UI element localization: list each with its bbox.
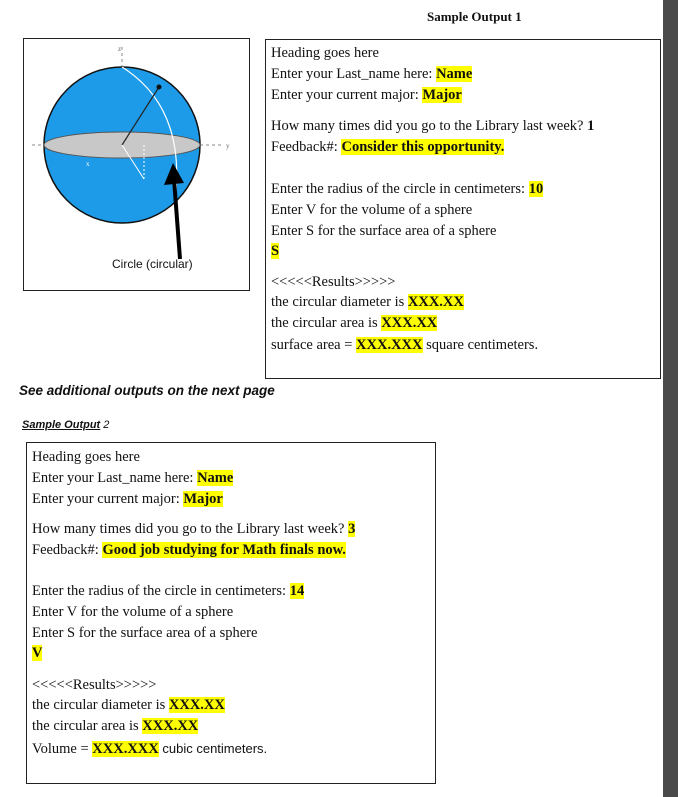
output2-s-option: Enter S for the surface area of a sphere — [32, 625, 258, 641]
output1-s-option: Enter S for the surface area of a sphere — [271, 223, 497, 239]
output2-feedback-line: Feedback#: Good job studying for Math finals now. — [32, 542, 346, 558]
output1-choice: S — [271, 243, 280, 259]
output2-area-line: the circular area is XXX.XX — [32, 718, 199, 734]
output2-heading: Heading goes here — [32, 449, 140, 465]
figure-box — [23, 38, 250, 291]
output2-v-option: Enter V for the volume of a sphere — [32, 604, 234, 620]
figure-caption: Circle (circular) — [112, 257, 193, 271]
svg-text:y: y — [226, 142, 230, 150]
output2-diameter-line: the circular diameter is XXX.XX — [32, 697, 225, 713]
sphere-diagram-icon — [24, 39, 251, 292]
output1-diameter-line: the circular diameter is XXX.XX — [271, 294, 464, 310]
output1-library-line: How many times did you go to the Library last week? 1 — [271, 118, 595, 134]
scrollbar[interactable] — [663, 0, 678, 797]
output1-feedback-line: Feedback#: Consider this opportunity. — [271, 139, 505, 155]
output1-major-line: Enter your current major: Major — [271, 87, 462, 103]
output1-v-option: Enter V for the volume of a sphere — [271, 202, 473, 218]
output1-area-line: the circular area is XXX.XX — [271, 315, 438, 331]
output1-final-line: surface area = XXX.XXX square centimeters. — [271, 337, 539, 353]
output1-results-header: <<<<<Results>>>>> — [271, 274, 396, 290]
output1-last-name-line: Enter your Last_name here: Name — [271, 66, 473, 82]
svg-text:x: x — [86, 160, 90, 168]
output2-last-name-line: Enter your Last_name here: Name — [32, 470, 234, 486]
sample-output-2-label: Sample Output 2 — [22, 419, 110, 431]
output2-final-line: Volume = XXX.XXX cubic centimeters. — [32, 741, 268, 757]
output2-major-line: Enter your current major: Major — [32, 491, 223, 507]
output2-choice: V — [32, 645, 43, 661]
svg-text:z: z — [118, 45, 122, 53]
page-title: Sample Output 1 — [427, 9, 522, 24]
output1-radius-line: Enter the radius of the circle in centimeters: 10 — [271, 181, 544, 197]
output2-library-line: How many times did you go to the Library last week? 3 — [32, 521, 356, 537]
output2-radius-line: Enter the radius of the circle in centimeters: 14 — [32, 583, 305, 599]
additional-outputs-note: See additional outputs on the next page — [19, 383, 275, 398]
output1-heading: Heading goes here — [271, 45, 379, 61]
output2-results-header: <<<<<Results>>>>> — [32, 677, 157, 693]
